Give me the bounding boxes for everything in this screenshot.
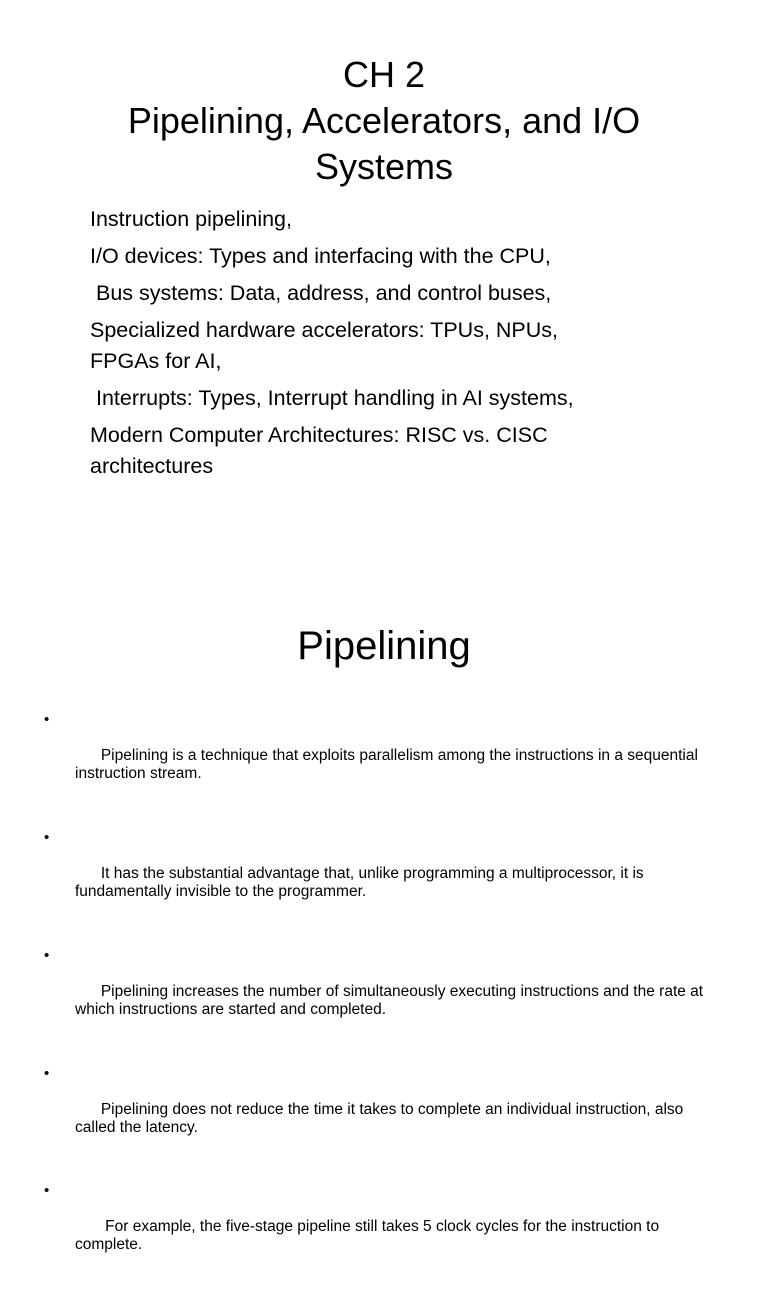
bullet-dot-icon: • bbox=[44, 1065, 50, 1082]
bullet-list bbox=[44, 711, 724, 1300]
topic-item: Interrupts: Types, Interrupt handling in AI systems, bbox=[90, 386, 574, 410]
bullet-text: For example, the five-stage pipeline still takes 5 clock cycles for the instruction to complete. bbox=[75, 1218, 664, 1253]
chapter-title bbox=[0, 52, 768, 190]
chapter-title-line-3: Systems bbox=[314, 146, 454, 187]
topic-item: Modern Computer Architectures: RISC vs. CISC architectures bbox=[90, 423, 554, 478]
topic-item: Bus systems: Data, address, and control buses, bbox=[90, 281, 552, 305]
bullet-item bbox=[44, 829, 724, 919]
slide-ch2-overview bbox=[0, 0, 768, 576]
chapter-title-line-2: Pipelining, Accelerators, and I/O bbox=[127, 100, 641, 141]
bullet-text: Pipelining is a technique that exploits parallelism among the instructions in a sequential instruction stream. bbox=[75, 747, 703, 782]
bullet-dot-icon: • bbox=[44, 947, 50, 964]
bullet-item bbox=[44, 1182, 724, 1272]
topic-list bbox=[90, 204, 610, 488]
bullet-dot-icon: • bbox=[44, 711, 50, 728]
bullet-text: Pipelining does not reduce the time it takes to complete an individual instruction, also called the latency. bbox=[75, 1101, 688, 1136]
bullet-item bbox=[44, 711, 724, 801]
topic-item: Instruction pipelining, bbox=[90, 207, 292, 231]
bullet-item bbox=[44, 1065, 724, 1155]
bullet-text: It has the substantial advantage that, unlike programming a multiprocessor, it is fundamentally invisible to the programmer. bbox=[75, 865, 648, 900]
slide-pipelining bbox=[0, 576, 768, 1253]
bullet-dot-icon: • bbox=[44, 1182, 50, 1199]
topic-item: I/O devices: Types and interfacing with the CPU, bbox=[90, 244, 551, 268]
bullet-dot-icon: • bbox=[44, 829, 50, 846]
bullet-text: Pipelining increases the number of simultaneously executing instructions and the rate at which instructions are started and completed. bbox=[75, 983, 708, 1018]
topic-item: Specialized hardware accelerators: TPUs, NPUs, FPGAs for AI, bbox=[90, 318, 564, 373]
slide-title: Pipelining bbox=[297, 624, 471, 668]
chapter-title-line-1: CH 2 bbox=[342, 54, 426, 95]
